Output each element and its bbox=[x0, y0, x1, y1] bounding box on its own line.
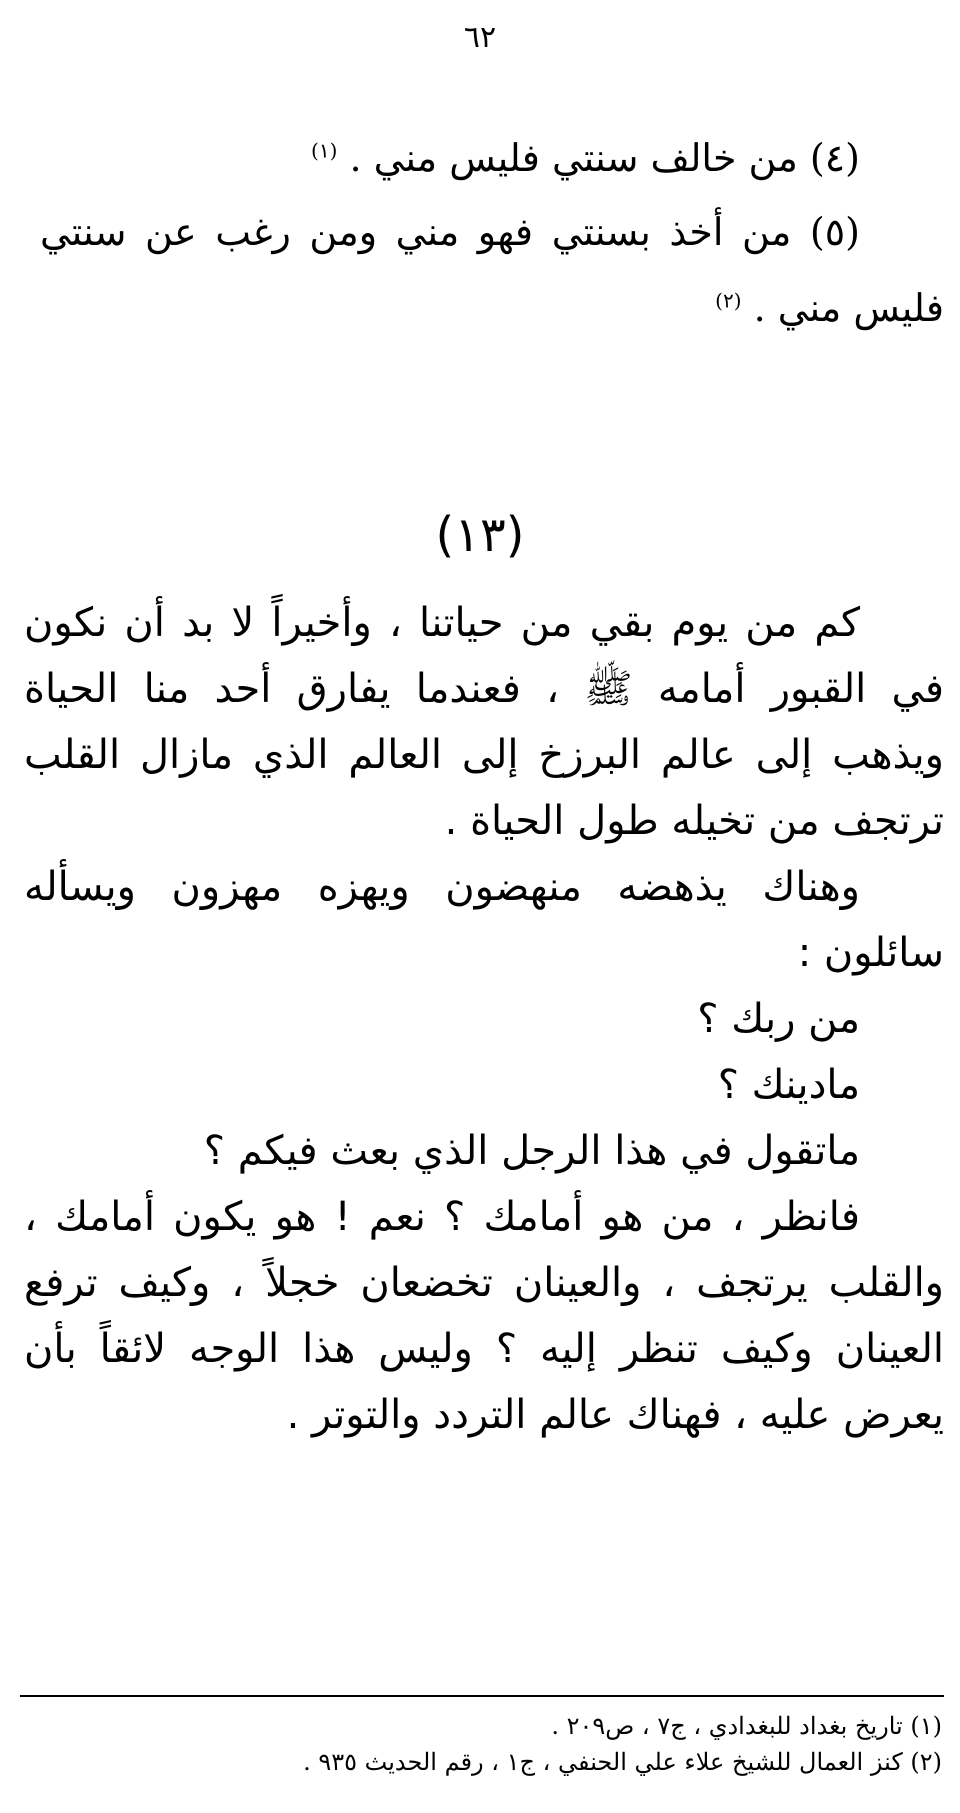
hadith-text: (٥) من أخذ بسنتي فهو مني ومن رغب عن سنتي bbox=[40, 210, 860, 254]
body-line: مادينك ؟ bbox=[717, 1062, 860, 1108]
footnote-divider bbox=[20, 1695, 944, 1697]
hadith-item-4 bbox=[40, 122, 860, 194]
body-line: يعرض عليه ، فهناك عالم التردد والتوتر . bbox=[286, 1392, 944, 1438]
body-line: فانظر ، من هو أمامك ؟ نعم ! هو يكون أمامك ، bbox=[24, 1194, 860, 1240]
hadith-item-5-continuation bbox=[124, 272, 944, 344]
hadith-text: (٤) من خالف سنتي فليس مني . bbox=[349, 136, 860, 180]
body-line: ترتجف من تخيله طول الحياة . bbox=[444, 798, 944, 844]
body-line: ماتقول في هذا الرجل الذي بعث فيكم ؟ bbox=[203, 1128, 860, 1174]
footnote-ref: (١) bbox=[311, 138, 338, 163]
page-number: ٦٢ bbox=[463, 20, 497, 55]
body-line: سائلون : bbox=[797, 930, 944, 976]
body-line: ويذهب إلى عالم البرزخ إلى العالم الذي مازال القلب bbox=[24, 732, 944, 778]
body-line: من ربك ؟ bbox=[697, 996, 860, 1042]
body-line: في القبور أمامه ﷺ ، فعندما يفارق أحد منا الحياة bbox=[24, 666, 944, 712]
body-line: وهناك يذهضه منهضون ويهزه مهزون ويسأله bbox=[24, 864, 860, 910]
body-line: كم من يوم بقي من حياتنا ، وأخيراً لا بد أن نكون bbox=[24, 600, 860, 646]
hadith-item-5 bbox=[40, 196, 860, 268]
hadith-text: فليس مني . bbox=[753, 286, 944, 330]
footnotes bbox=[22, 1708, 942, 1780]
section-body bbox=[24, 590, 944, 1448]
body-line: العينان وكيف تنظر إليه ؟ وليس هذا الوجه لائقاً بأن bbox=[24, 1326, 944, 1372]
body-line: والقلب يرتجف ، والعينان تخضعان خجلاً ، وكيف ترفع bbox=[24, 1260, 944, 1306]
footnote-ref: (٢) bbox=[715, 288, 742, 313]
footnote: (٢) كنز العمال للشيخ علاء علي الحنفي ، ج١ ، رقم الحديث ٩٣٥ . bbox=[303, 1748, 942, 1776]
section-heading: (١٣) bbox=[435, 507, 525, 563]
footnote: (١) تاريخ بغداد للبغدادي ، ج٧ ، ص٢٠٩ . bbox=[551, 1712, 942, 1740]
